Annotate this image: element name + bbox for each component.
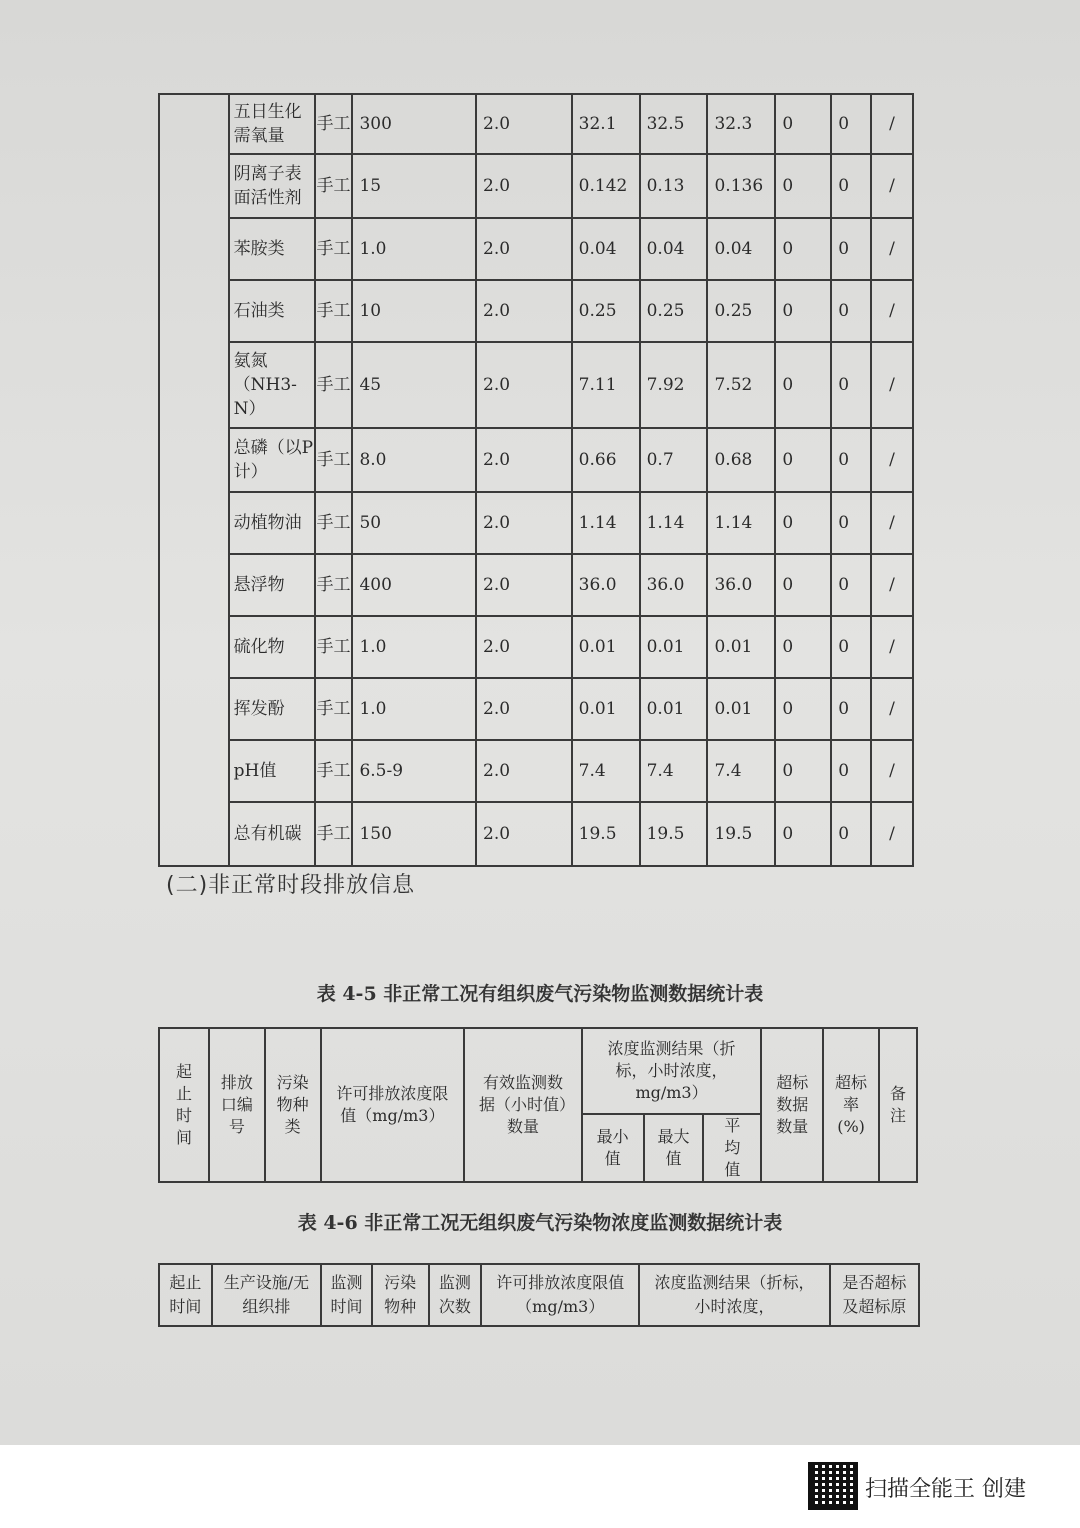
cell-max: 1.14 <box>640 492 708 554</box>
cell-avg: 0.01 <box>707 678 775 740</box>
table-row <box>159 342 913 428</box>
cell-limit: 45 <box>352 342 476 428</box>
cell-limit: 1.0 <box>352 218 476 280</box>
cell-rate: 0 <box>831 802 871 866</box>
cell-avg: 19.5 <box>707 802 775 866</box>
cell-exceed: 0 <box>775 428 831 492</box>
cell-exceed: 0 <box>775 218 831 280</box>
cell-count: 2.0 <box>476 616 572 678</box>
cell-limit: 1.0 <box>352 616 476 678</box>
scanner-watermark: 扫描全能王 创建 <box>865 1477 1026 1502</box>
cell-limit: 1.0 <box>352 678 476 740</box>
cell-rate: 0 <box>831 342 871 428</box>
header-limit: 许可排放浓度限值（mg/m3） <box>481 1264 639 1326</box>
header-max: 最大值 <box>644 1114 704 1182</box>
header-min: 最小值 <box>582 1114 644 1182</box>
table-row <box>159 492 913 554</box>
cell-max: 7.4 <box>640 740 708 802</box>
cell-name: 挥发酚 <box>229 678 315 740</box>
table-4-5-caption: 表 4-5 非正常工况有组织废气污染物监测数据统计表 <box>316 983 764 1005</box>
cell-rate: 0 <box>831 740 871 802</box>
cell-max: 0.04 <box>640 218 708 280</box>
cell-rate: 0 <box>831 554 871 616</box>
cell-limit: 6.5-9 <box>352 740 476 802</box>
section-title: (二)非正常时段排放信息 <box>166 873 416 898</box>
cell-method: 手工 <box>315 616 353 678</box>
table-row <box>159 280 913 342</box>
cell-exceed: 0 <box>775 678 831 740</box>
cell-method: 手工 <box>315 802 353 866</box>
cell-method: 手工 <box>315 554 353 616</box>
cell-exceed: 0 <box>775 616 831 678</box>
header-concentration: 浓度监测结果（折标，小时浓度，mg/m3） <box>582 1028 762 1114</box>
cell-min: 1.14 <box>572 492 640 554</box>
cell-name: 硫化物 <box>229 616 315 678</box>
cell-max: 7.92 <box>640 342 708 428</box>
cell-limit: 10 <box>352 280 476 342</box>
cell-min: 0.25 <box>572 280 640 342</box>
cell-max: 0.01 <box>640 616 708 678</box>
header-facility: 生产设施/无组织排 <box>212 1264 321 1326</box>
table-row <box>159 554 913 616</box>
cell-limit: 150 <box>352 802 476 866</box>
cell-method: 手工 <box>315 740 353 802</box>
cell-rate: 0 <box>831 492 871 554</box>
cell-remark: / <box>871 342 913 428</box>
cell-method: 手工 <box>315 678 353 740</box>
header-valid-count: 有效监测数据（小时值）数量 <box>464 1028 582 1182</box>
cell-min: 0.142 <box>572 154 640 218</box>
cell-avg: 0.04 <box>707 218 775 280</box>
cell-remark: / <box>871 740 913 802</box>
cell-count: 2.0 <box>476 740 572 802</box>
pollutant-monitoring-table <box>158 93 914 867</box>
cell-limit: 8.0 <box>352 428 476 492</box>
cell-exceed: 0 <box>775 342 831 428</box>
table-row <box>159 616 913 678</box>
cell-method: 手工 <box>315 94 353 154</box>
cell-min: 36.0 <box>572 554 640 616</box>
cell-remark: / <box>871 280 913 342</box>
cell-limit: 400 <box>352 554 476 616</box>
cell-count: 2.0 <box>476 554 572 616</box>
cell-count: 2.0 <box>476 218 572 280</box>
table-row <box>159 94 913 154</box>
cell-max: 0.01 <box>640 678 708 740</box>
cell-remark: / <box>871 492 913 554</box>
cell-method: 手工 <box>315 154 353 218</box>
cell-avg: 0.25 <box>707 280 775 342</box>
cell-rate: 0 <box>831 280 871 342</box>
cell-rate: 0 <box>831 678 871 740</box>
cell-remark: / <box>871 678 913 740</box>
cell-name: 悬浮物 <box>229 554 315 616</box>
cell-rate: 0 <box>831 616 871 678</box>
cell-max: 19.5 <box>640 802 708 866</box>
cell-method: 手工 <box>315 218 353 280</box>
table-row <box>159 218 913 280</box>
cell-max: 0.13 <box>640 154 708 218</box>
cell-count: 2.0 <box>476 154 572 218</box>
cell-method: 手工 <box>315 428 353 492</box>
cell-count: 2.0 <box>476 342 572 428</box>
cell-remark: / <box>871 154 913 218</box>
cell-remark: / <box>871 94 913 154</box>
cell-min: 0.04 <box>572 218 640 280</box>
cell-min: 32.1 <box>572 94 640 154</box>
table-4-6 <box>158 1263 920 1327</box>
cell-remark: / <box>871 218 913 280</box>
table-4-5 <box>158 1027 918 1183</box>
cell-name: 阴离子表面活性剂 <box>229 154 315 218</box>
cell-remark: / <box>871 554 913 616</box>
cell-limit: 300 <box>352 94 476 154</box>
cell-min: 0.66 <box>572 428 640 492</box>
table-row <box>159 802 913 866</box>
header-outlet: 排放口编号 <box>209 1028 265 1182</box>
cell-remark: / <box>871 802 913 866</box>
header-time: 起止时间 <box>159 1264 212 1326</box>
cell-avg: 0.136 <box>707 154 775 218</box>
cell-max: 0.25 <box>640 280 708 342</box>
cell-name: 动植物油 <box>229 492 315 554</box>
cell-rate: 0 <box>831 94 871 154</box>
cell-rate: 0 <box>831 218 871 280</box>
header-pollutant: 污染物种 <box>372 1264 429 1326</box>
header-concentration: 浓度监测结果（折标，小时浓度， <box>639 1264 830 1326</box>
cell-min: 0.01 <box>572 678 640 740</box>
cell-max: 0.7 <box>640 428 708 492</box>
cell-avg: 36.0 <box>707 554 775 616</box>
cell-max: 32.5 <box>640 94 708 154</box>
header-remark: 备注 <box>879 1028 917 1182</box>
cell-count: 2.0 <box>476 280 572 342</box>
cell-count: 2.0 <box>476 428 572 492</box>
cell-exceed: 0 <box>775 740 831 802</box>
cell-method: 手工 <box>315 280 353 342</box>
header-limit: 许可排放浓度限值（mg/m3） <box>321 1028 465 1182</box>
cell-limit: 50 <box>352 492 476 554</box>
table-row <box>159 428 913 492</box>
cell-avg: 0.01 <box>707 616 775 678</box>
cell-remark: / <box>871 428 913 492</box>
cell-count: 2.0 <box>476 802 572 866</box>
cell-exceed: 0 <box>775 94 831 154</box>
qr-code-icon <box>808 1462 858 1510</box>
table-row <box>159 740 913 802</box>
cell-method: 手工 <box>315 492 353 554</box>
header-exceed-reason: 是否超标及超标原 <box>830 1264 919 1326</box>
header-monitor-count: 监测次数 <box>429 1264 482 1326</box>
cell-exceed: 0 <box>775 554 831 616</box>
cell-remark: / <box>871 616 913 678</box>
header-pollutant: 污染物种类 <box>265 1028 321 1182</box>
cell-exceed: 0 <box>775 802 831 866</box>
cell-name: 总有机碳 <box>229 802 315 866</box>
cell-avg: 7.4 <box>707 740 775 802</box>
cell-name: 五日生化需氧量 <box>229 94 315 154</box>
cell-exceed: 0 <box>775 280 831 342</box>
cell-min: 7.4 <box>572 740 640 802</box>
cell-avg: 7.52 <box>707 342 775 428</box>
cell-avg: 32.3 <box>707 94 775 154</box>
header-exceed-rate: 超标率(%) <box>823 1028 879 1182</box>
cell-exceed: 0 <box>775 154 831 218</box>
cell-rate: 0 <box>831 428 871 492</box>
cell-count: 2.0 <box>476 94 572 154</box>
header-avg: 平均值 <box>703 1114 761 1182</box>
cell-min: 19.5 <box>572 802 640 866</box>
table-row <box>159 154 913 218</box>
category-cell <box>159 94 229 866</box>
cell-name: 石油类 <box>229 280 315 342</box>
cell-min: 0.01 <box>572 616 640 678</box>
header-exceed-count: 超标数据数量 <box>761 1028 823 1182</box>
cell-method: 手工 <box>315 342 353 428</box>
cell-count: 2.0 <box>476 492 572 554</box>
table-row <box>159 678 913 740</box>
cell-name: 总磷（以P计） <box>229 428 315 492</box>
cell-name: pH值 <box>229 740 315 802</box>
cell-rate: 0 <box>831 154 871 218</box>
cell-limit: 15 <box>352 154 476 218</box>
header-time: 起止时间 <box>159 1028 209 1182</box>
cell-min: 7.11 <box>572 342 640 428</box>
cell-avg: 1.14 <box>707 492 775 554</box>
table-4-6-caption: 表 4-6 非正常工况无组织废气污染物浓度监测数据统计表 <box>297 1212 783 1234</box>
header-monitor-time: 监测时间 <box>321 1264 372 1326</box>
cell-count: 2.0 <box>476 678 572 740</box>
cell-max: 36.0 <box>640 554 708 616</box>
cell-avg: 0.68 <box>707 428 775 492</box>
cell-name: 氨氮（NH3-N） <box>229 342 315 428</box>
cell-name: 苯胺类 <box>229 218 315 280</box>
cell-exceed: 0 <box>775 492 831 554</box>
